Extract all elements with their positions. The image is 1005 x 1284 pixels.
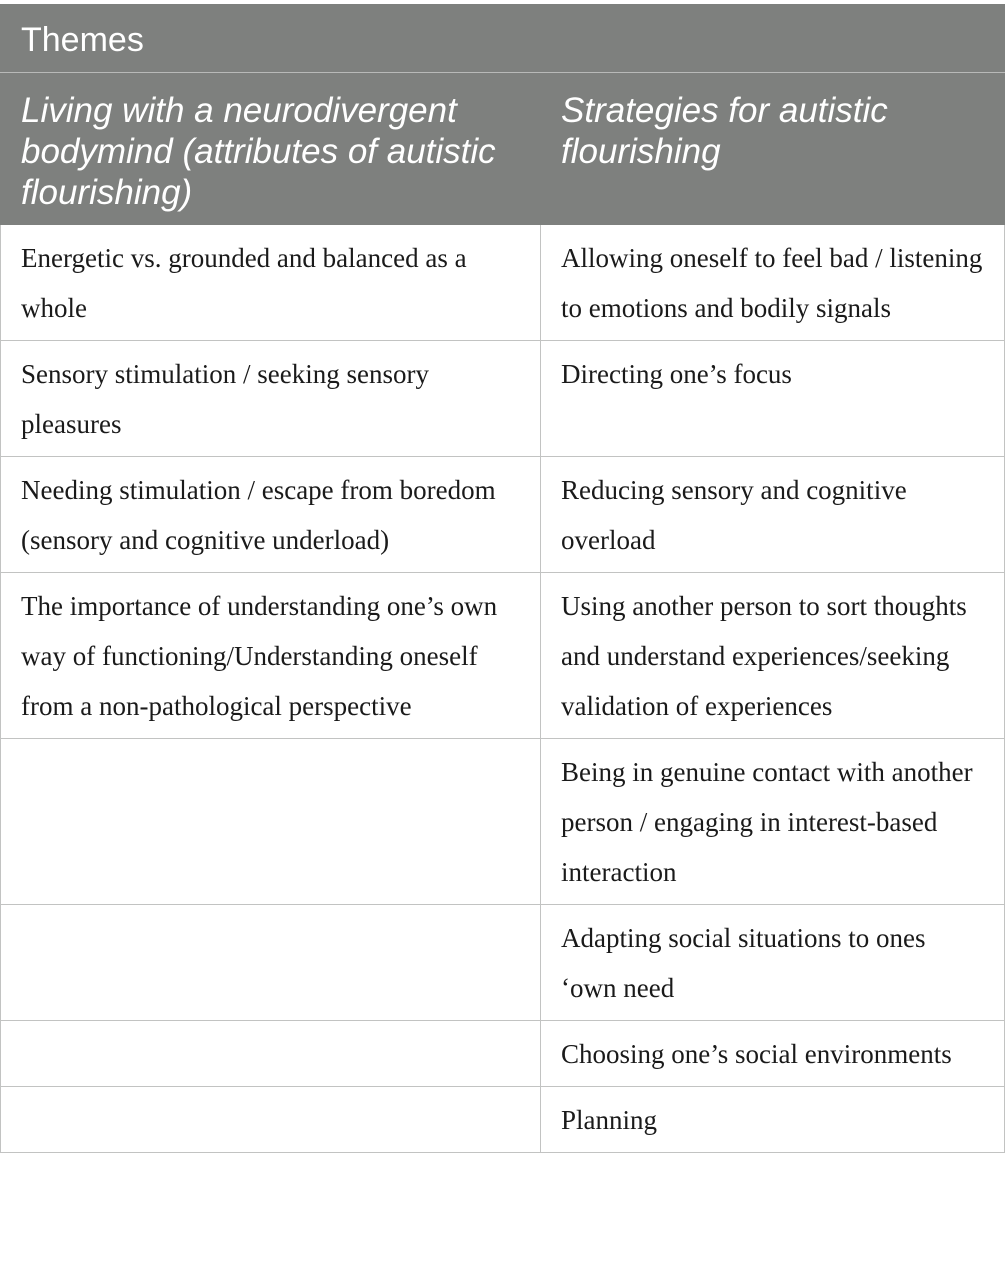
table-row (1, 573, 1005, 739)
themes-table (0, 4, 1005, 1153)
table-row (1, 905, 1005, 1021)
table-cell: Allowing oneself to feel bad / listening to emotions and bodily signals (541, 225, 1005, 341)
table-cell: Directing one’s focus (541, 341, 1005, 457)
table-cell: Choosing one’s social environments (541, 1021, 1005, 1087)
table-cell: Being in genuine contact with another person / engaging in interest-based interaction (541, 739, 1005, 905)
table-cell: Using another person to sort thoughts and understand experiences/seeking validation of experiences (541, 573, 1005, 739)
table-cell: Needing stimulation / escape from boredom (sensory and cognitive underload) (1, 457, 541, 573)
table-row (1, 1021, 1005, 1087)
table-cell: Adapting social situations to ones ‘own need (541, 905, 1005, 1021)
table-cell: Energetic vs. grounded and balanced as a whole (1, 225, 541, 341)
table-row (1, 225, 1005, 341)
table-cell: The importance of understanding one’s own way of functioning/Understanding oneself from a non-pathological perspective (1, 573, 541, 739)
table-row (1, 1087, 1005, 1153)
table-cell (1, 1021, 541, 1087)
title-row (1, 5, 1005, 73)
table-cell (1, 1087, 541, 1153)
column-header-strategies: Strategies for autistic flourishing (541, 73, 1005, 225)
table-title: Themes (1, 5, 1005, 73)
table-cell (1, 739, 541, 905)
column-header-row (1, 73, 1005, 225)
table-row (1, 341, 1005, 457)
table-cell: Sensory stimulation / seeking sensory pleasures (1, 341, 541, 457)
table-cell (1, 905, 541, 1021)
table-cell: Planning (541, 1087, 1005, 1153)
table-row (1, 457, 1005, 573)
table-row (1, 739, 1005, 905)
table-cell: Reducing sensory and cognitive overload (541, 457, 1005, 573)
column-header-attributes: Living with a neurodivergent bodymind (attributes of autistic flourishing) (1, 73, 541, 225)
